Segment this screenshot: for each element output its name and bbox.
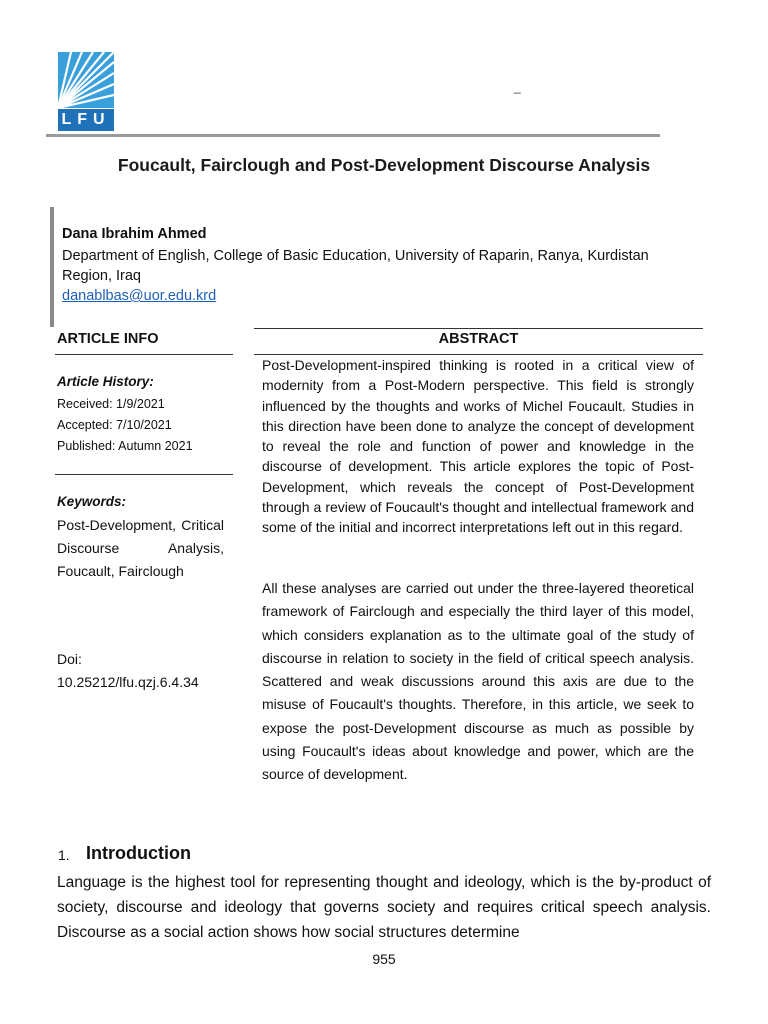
keywords-list: Post-Development, Critical Discourse Analysis, Foucault, Fairclough <box>57 517 224 579</box>
author-name: Dana Ibrahim Ahmed <box>62 226 207 242</box>
introduction-paragraph: Language is the highest tool for representing thought and ideology, which is the by-product of society, discourse and ideology that governs society and requires critical speech analysis. Discourse as a social action shows how social structures determine <box>57 874 711 941</box>
published-date: Published: Autumn 2021 <box>57 439 193 453</box>
section-number: 1. <box>58 847 70 863</box>
abstract-paragraph-2: All these analyses are carried out under the three-layered theoretical framework of Fairclough and especially the third layer of this model, which considers explanation as to the ultimate goal of the study of discourse in relation to society in the field of critical speech analysis. Scattered and weak discussions around this axis are due to the misuse of Foucault's thoughts. Therefore, in this article, we seek to expose the post-Development discourse as much as possible by using Foucault's ideas about knowledge and power, which are the source of development. <box>262 580 694 783</box>
abstract-paragraph-1: Post-Development-inspired thinking is rooted in a critical view of modernity from a Post-Modern perspective. This field is strongly influenced by the thoughts and works of Michel Foucault. Studies in this direction have been done to analyze the concept of development to reveal the role and function of power and knowledge in the discourse of development. This article explores the topic of Post-Development, which reveals the concept of Post-Development through a review of Foucault's thought and intellectual framework and some of the initial and incorrect interpretations left out in this regard. <box>262 357 694 536</box>
header-dash: _ <box>514 80 521 94</box>
author-email-link[interactable]: danablbas@uor.edu.krd <box>62 288 217 304</box>
paper-title: Foucault, Fairclough and Post-Development Discourse Analysis <box>117 155 651 175</box>
article-history-heading: Article History: <box>57 374 154 389</box>
accepted-date: Accepted: 7/10/2021 <box>57 418 172 432</box>
article-info-divider <box>55 354 233 355</box>
abstract-heading: ABSTRACT <box>438 331 519 347</box>
keywords-heading: Keywords: <box>57 494 127 509</box>
doi-value[interactable]: 10.25212/lfu.qzj.6.4.34 <box>57 674 199 690</box>
page-number: 955 <box>372 951 396 967</box>
lfu-logo <box>58 52 114 132</box>
received-date: Received: 1/9/2021 <box>57 397 165 411</box>
sunburst-logo-icon <box>58 52 114 108</box>
abstract-top-divider <box>254 328 703 329</box>
header-divider <box>46 134 660 137</box>
section-title: Introduction <box>86 843 191 863</box>
history-divider <box>55 474 233 475</box>
logo-wordmark: LFU <box>58 109 114 131</box>
author-accent-bar <box>50 207 54 327</box>
doi-label: Doi: <box>57 651 82 667</box>
article-info-heading: ARTICLE INFO <box>57 331 159 347</box>
author-affiliation: Department of English, College of Basic Education, University of Raparin, Ranya, Kurdistan Region, Iraq <box>62 248 649 284</box>
